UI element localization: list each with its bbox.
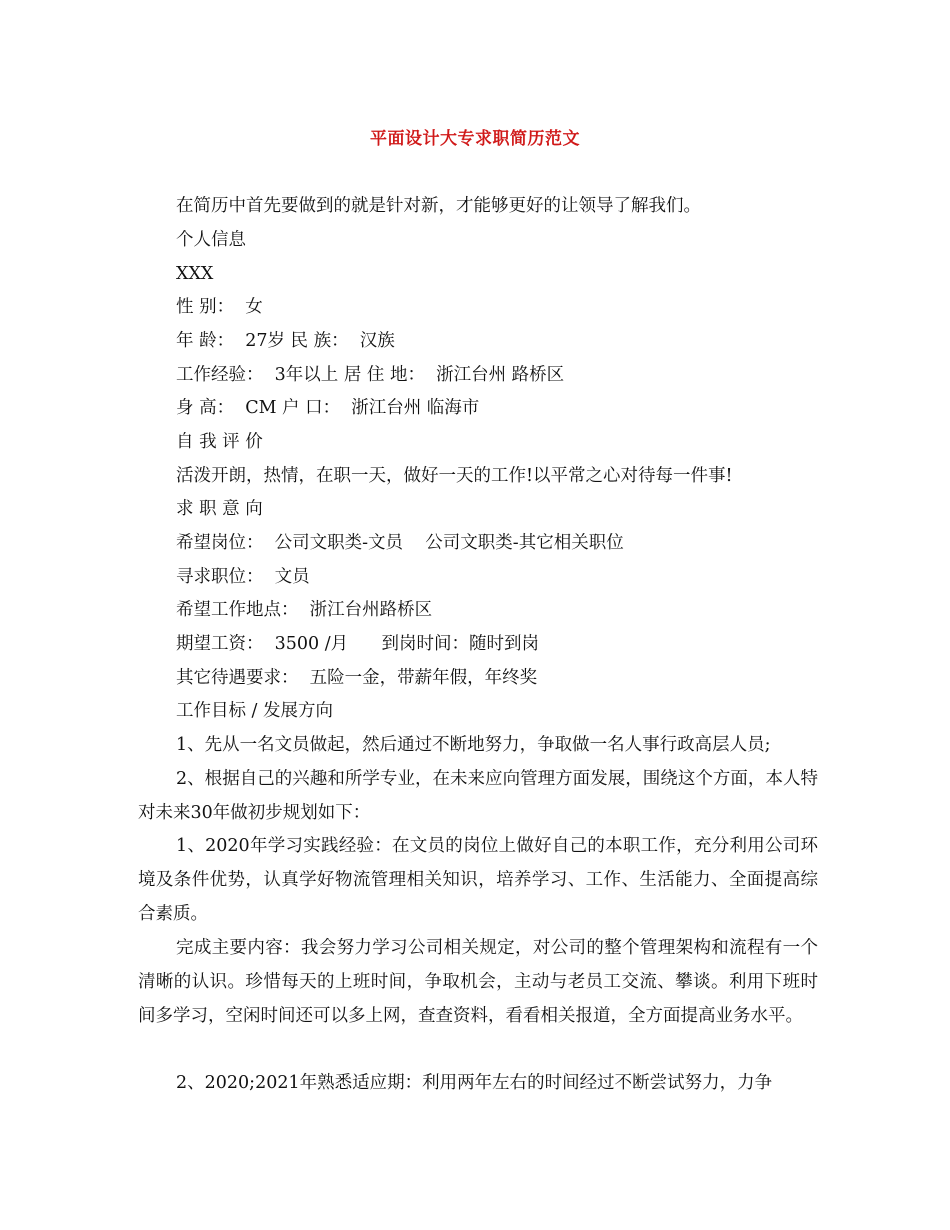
experience-line: 工作经验： 3年以上 居 住 地： 浙江台州 路桥区: [176, 365, 565, 385]
plan-2-paragraph: 2、2020;2021年熟悉适应期：利用两年左右的时间经过不断尝试努力，力争: [176, 1073, 773, 1093]
height-line: 身 高： CM 户 口： 浙江台州 临海市: [176, 398, 480, 418]
goal-1-text: 1、先从一名文员做起，然后通过不断地努力，争取做一名人事行政高层人员;: [176, 735, 771, 755]
document-title: 平面设计大专求职简历范文: [370, 129, 580, 149]
name-text: XXX: [176, 264, 214, 284]
desired-position-line: 希望岗位： 公司文职类-文员 公司文职类-其它相关职位: [176, 533, 624, 553]
age-line: 年 龄： 27岁 民 族： 汉族: [176, 331, 395, 351]
plan-1-detail-paragraph: 完成主要内容：我会努力学习公司相关规定，对公司的整个管理架构和流程有一个清晰的认识。珍惜每天的上班时间，争取机会，主动与老员工交流、攀谈。利用下班时间多学习，空闲时间还可以多上网，查查资料，看看相关报道，全方面提高业务水平。: [138, 938, 818, 1026]
gender-line: 性 别： 女: [176, 297, 263, 317]
seeking-position-line: 寻求职位： 文员: [176, 567, 310, 587]
section-intent-heading: 求 职 意 向: [176, 499, 263, 519]
salary-line: 期望工资： 3500 /月 到岗时间：随时到岗: [176, 634, 539, 654]
section-self-eval-heading: 自 我 评 价: [176, 432, 263, 452]
intro-text: 在简历中首先要做到的就是针对新，才能够更好的让领导了解我们。: [176, 196, 701, 216]
section-goals-heading: 工作目标 / 发展方向: [176, 701, 334, 721]
self-eval-text: 活泼开朗，热情，在职一天，做好一天的工作!以平常之心对待每一件事!: [176, 466, 733, 486]
goal-2-paragraph: 2、根据自己的兴趣和所学专业，在未来应向管理方面发展，围绕这个方面，本人特对未来30年做初步规划如下：: [138, 769, 818, 823]
benefits-line: 其它待遇要求： 五险一金，带薪年假，年终奖: [176, 668, 538, 688]
plan-1-paragraph: 1、2020年学习实践经验：在文员的岗位上做好自己的本职工作，充分利用公司环境及条件优势，认真学好物流管理相关知识，培养学习、工作、生活能力、全面提高综合素质。: [138, 836, 818, 924]
desired-location-line: 希望工作地点： 浙江台州路桥区: [176, 600, 433, 620]
section-personal-heading: 个人信息: [176, 230, 246, 250]
